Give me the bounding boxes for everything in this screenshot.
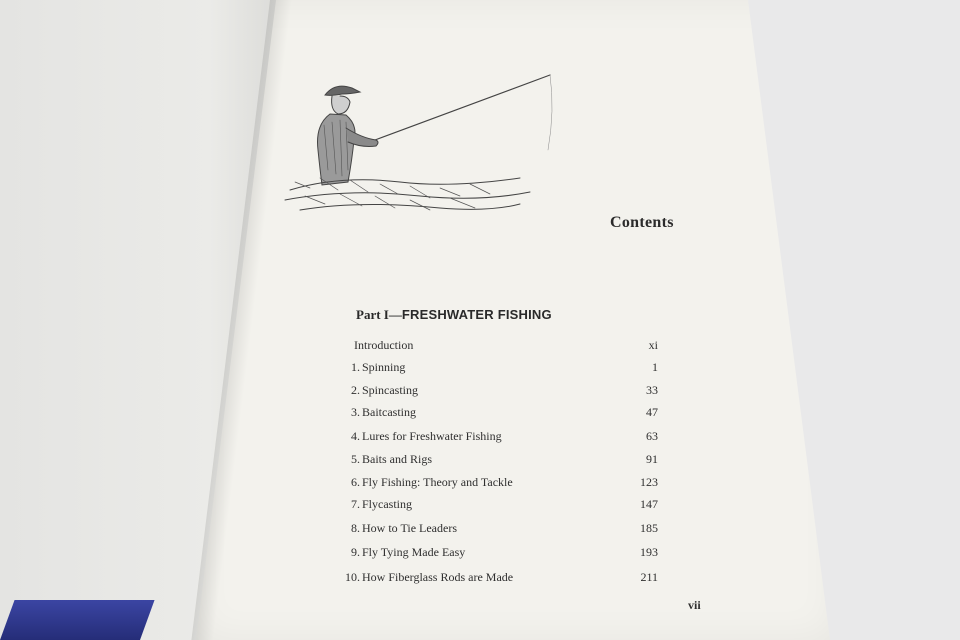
toc-page-number: 193 <box>640 545 658 559</box>
toc-label: Baitcasting <box>362 405 416 419</box>
toc-row <box>340 383 670 401</box>
toc-label: Spincasting <box>362 383 418 397</box>
toc-chapter-number: 1. <box>351 360 360 374</box>
toc-row <box>340 521 670 539</box>
page-title: Contents <box>610 214 674 231</box>
toc-chapter-number: 8. <box>351 521 360 535</box>
toc-page-number: 147 <box>640 497 658 511</box>
toc-chapter-number: 5. <box>351 452 360 466</box>
toc-page-number: 123 <box>640 475 658 489</box>
toc-chapter-number: 4. <box>351 429 360 443</box>
toc-chapter-number: 7. <box>351 497 360 511</box>
toc-row <box>340 405 670 423</box>
toc-chapter-number: 9. <box>351 545 360 559</box>
toc-row <box>340 429 670 447</box>
part-heading <box>356 307 552 323</box>
toc-page-number: 211 <box>640 570 658 584</box>
toc-label: Lures for Freshwater Fishing <box>362 429 502 443</box>
toc-page-number: xi <box>648 338 658 352</box>
toc-label: Baits and Rigs <box>362 452 433 466</box>
toc-label: Introduction <box>354 338 414 352</box>
toc-page-number: 185 <box>640 521 658 535</box>
toc-chapter-number: 6. <box>351 475 360 489</box>
toc-row <box>340 475 670 493</box>
toc-label: How to Tie Leaders <box>362 521 457 535</box>
toc-page-number: 47 <box>646 405 658 419</box>
part-title: FRESHWATER FISHING <box>401 307 552 322</box>
toc-chapter-number: 10. <box>345 570 360 584</box>
toc-row <box>340 360 670 378</box>
toc-page-number: 1 <box>652 360 658 374</box>
toc-label: How Fiberglass Rods are Made <box>362 570 514 584</box>
toc-row-introduction <box>340 338 670 356</box>
part-prefix: Part I— <box>356 307 402 322</box>
toc-page-number: 63 <box>646 429 658 443</box>
toc-page-number: 33 <box>646 383 658 397</box>
page-folio: vii <box>688 598 701 612</box>
toc-row <box>340 497 670 515</box>
book-cover-edge <box>0 600 155 640</box>
toc-label: Fly Fishing: Theory and Tackle <box>362 475 513 489</box>
toc-row <box>340 452 670 470</box>
toc-row <box>340 570 670 588</box>
toc-label: Fly Tying Made Easy <box>362 545 466 559</box>
toc-page-number: 91 <box>646 452 658 466</box>
toc-label: Flycasting <box>362 497 412 511</box>
fisherman-illustration <box>280 70 560 220</box>
toc-row <box>340 545 670 563</box>
toc-chapter-number: 3. <box>351 405 360 419</box>
toc-chapter-number: 2. <box>351 383 360 397</box>
toc-label: Spinning <box>362 360 406 374</box>
